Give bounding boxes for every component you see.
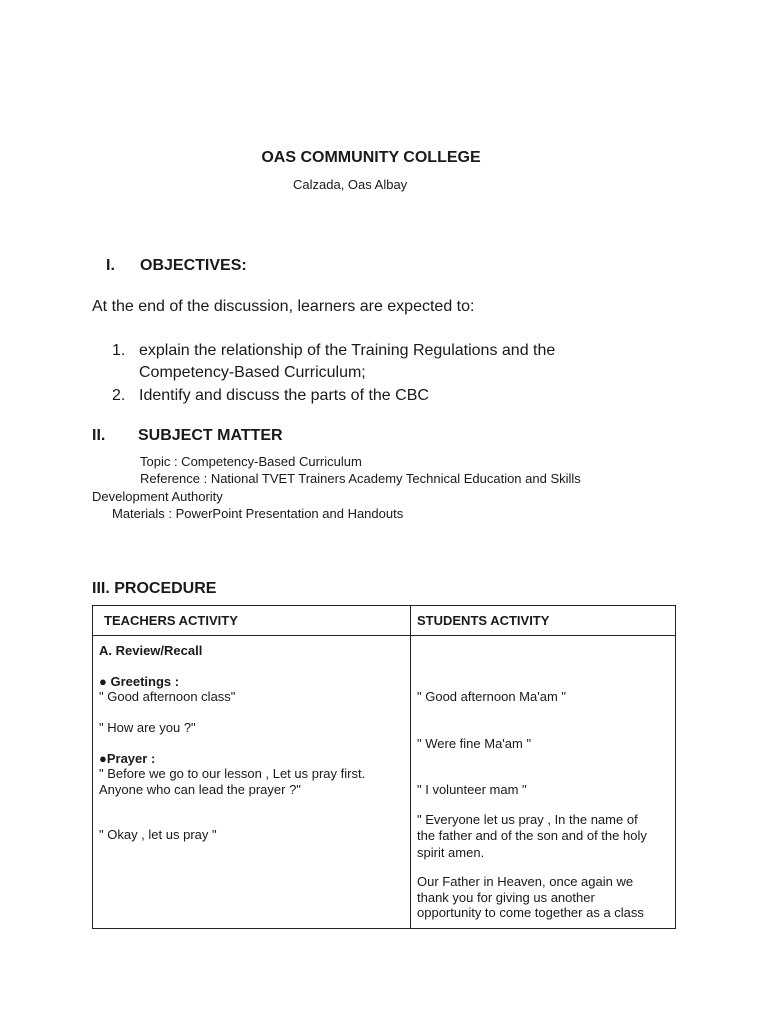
subject-matter-numeral: II. bbox=[92, 427, 106, 444]
teacher-greeting: " Good afternoon class" bbox=[99, 689, 236, 704]
objectives-intro: At the end of the discussion, learners are expected to: bbox=[92, 298, 475, 315]
student-prayer-line-3: spirit amen. bbox=[417, 845, 485, 860]
reference-line-continued: Development Authority bbox=[92, 489, 223, 504]
list-item-number: 2. bbox=[112, 387, 126, 404]
teachers-activity-cell bbox=[93, 636, 411, 929]
objectives-numeral: I. bbox=[106, 257, 115, 274]
student-prayer-line-2: the father and of the son and of the holy bbox=[417, 828, 647, 843]
procedure-heading: III. PROCEDURE bbox=[92, 580, 217, 597]
student-heaven-line-3: opportunity to come together as a class bbox=[417, 905, 644, 920]
teacher-prayer-line-1: " Before we go to our lesson , Let us pray first. bbox=[99, 766, 366, 781]
teacher-okay-pray: " Okay , let us pray " bbox=[99, 827, 217, 842]
student-heaven-line-2: thank you for giving us another bbox=[417, 890, 595, 905]
review-recall-label: A. Review/Recall bbox=[99, 643, 203, 658]
subject-matter-heading: SUBJECT MATTER bbox=[138, 427, 283, 444]
teachers-activity-header: TEACHERS ACTIVITY bbox=[93, 606, 411, 636]
list-item bbox=[112, 340, 652, 384]
list-item-number: 1. bbox=[112, 342, 126, 359]
teacher-how-are-you: " How are you ?" bbox=[99, 720, 196, 735]
objectives-heading: OBJECTIVES: bbox=[140, 257, 247, 274]
students-activity-header: STUDENTS ACTIVITY bbox=[411, 606, 676, 636]
procedure-table bbox=[92, 605, 676, 929]
student-greeting: " Good afternoon Ma'am " bbox=[417, 689, 567, 704]
topic-line: Topic : Competency-Based Curriculum bbox=[140, 454, 362, 469]
student-prayer-line-1: " Everyone let us pray , In the name of bbox=[417, 812, 638, 827]
table-header-row bbox=[93, 606, 676, 636]
reference-line: Reference : National TVET Trainers Academy Technical Education and Skills bbox=[140, 471, 581, 486]
objectives-list bbox=[112, 340, 652, 408]
teacher-prayer-line-2: Anyone who can lead the prayer ?" bbox=[99, 782, 301, 797]
list-item-text: Identify and discuss the parts of the CBC bbox=[139, 387, 429, 404]
student-heaven-line-1: Our Father in Heaven, once again we bbox=[417, 874, 634, 889]
student-fine: " Were fine Ma'am " bbox=[417, 736, 532, 751]
college-name: OAS COMMUNITY COLLEGE bbox=[261, 149, 481, 166]
materials-line: Materials : PowerPoint Presentation and Handouts bbox=[112, 506, 404, 521]
table-row bbox=[93, 636, 676, 929]
greetings-label: ● Greetings : bbox=[99, 674, 180, 689]
student-volunteer: " I volunteer mam " bbox=[417, 782, 527, 797]
list-item bbox=[112, 385, 652, 407]
list-item-text: explain the relationship of the Training Regulations and the Competency-Based Curriculum; bbox=[139, 342, 556, 381]
prayer-label: ●Prayer : bbox=[99, 751, 156, 766]
students-activity-cell bbox=[411, 636, 676, 929]
college-address: Calzada, Oas Albay bbox=[293, 177, 408, 192]
